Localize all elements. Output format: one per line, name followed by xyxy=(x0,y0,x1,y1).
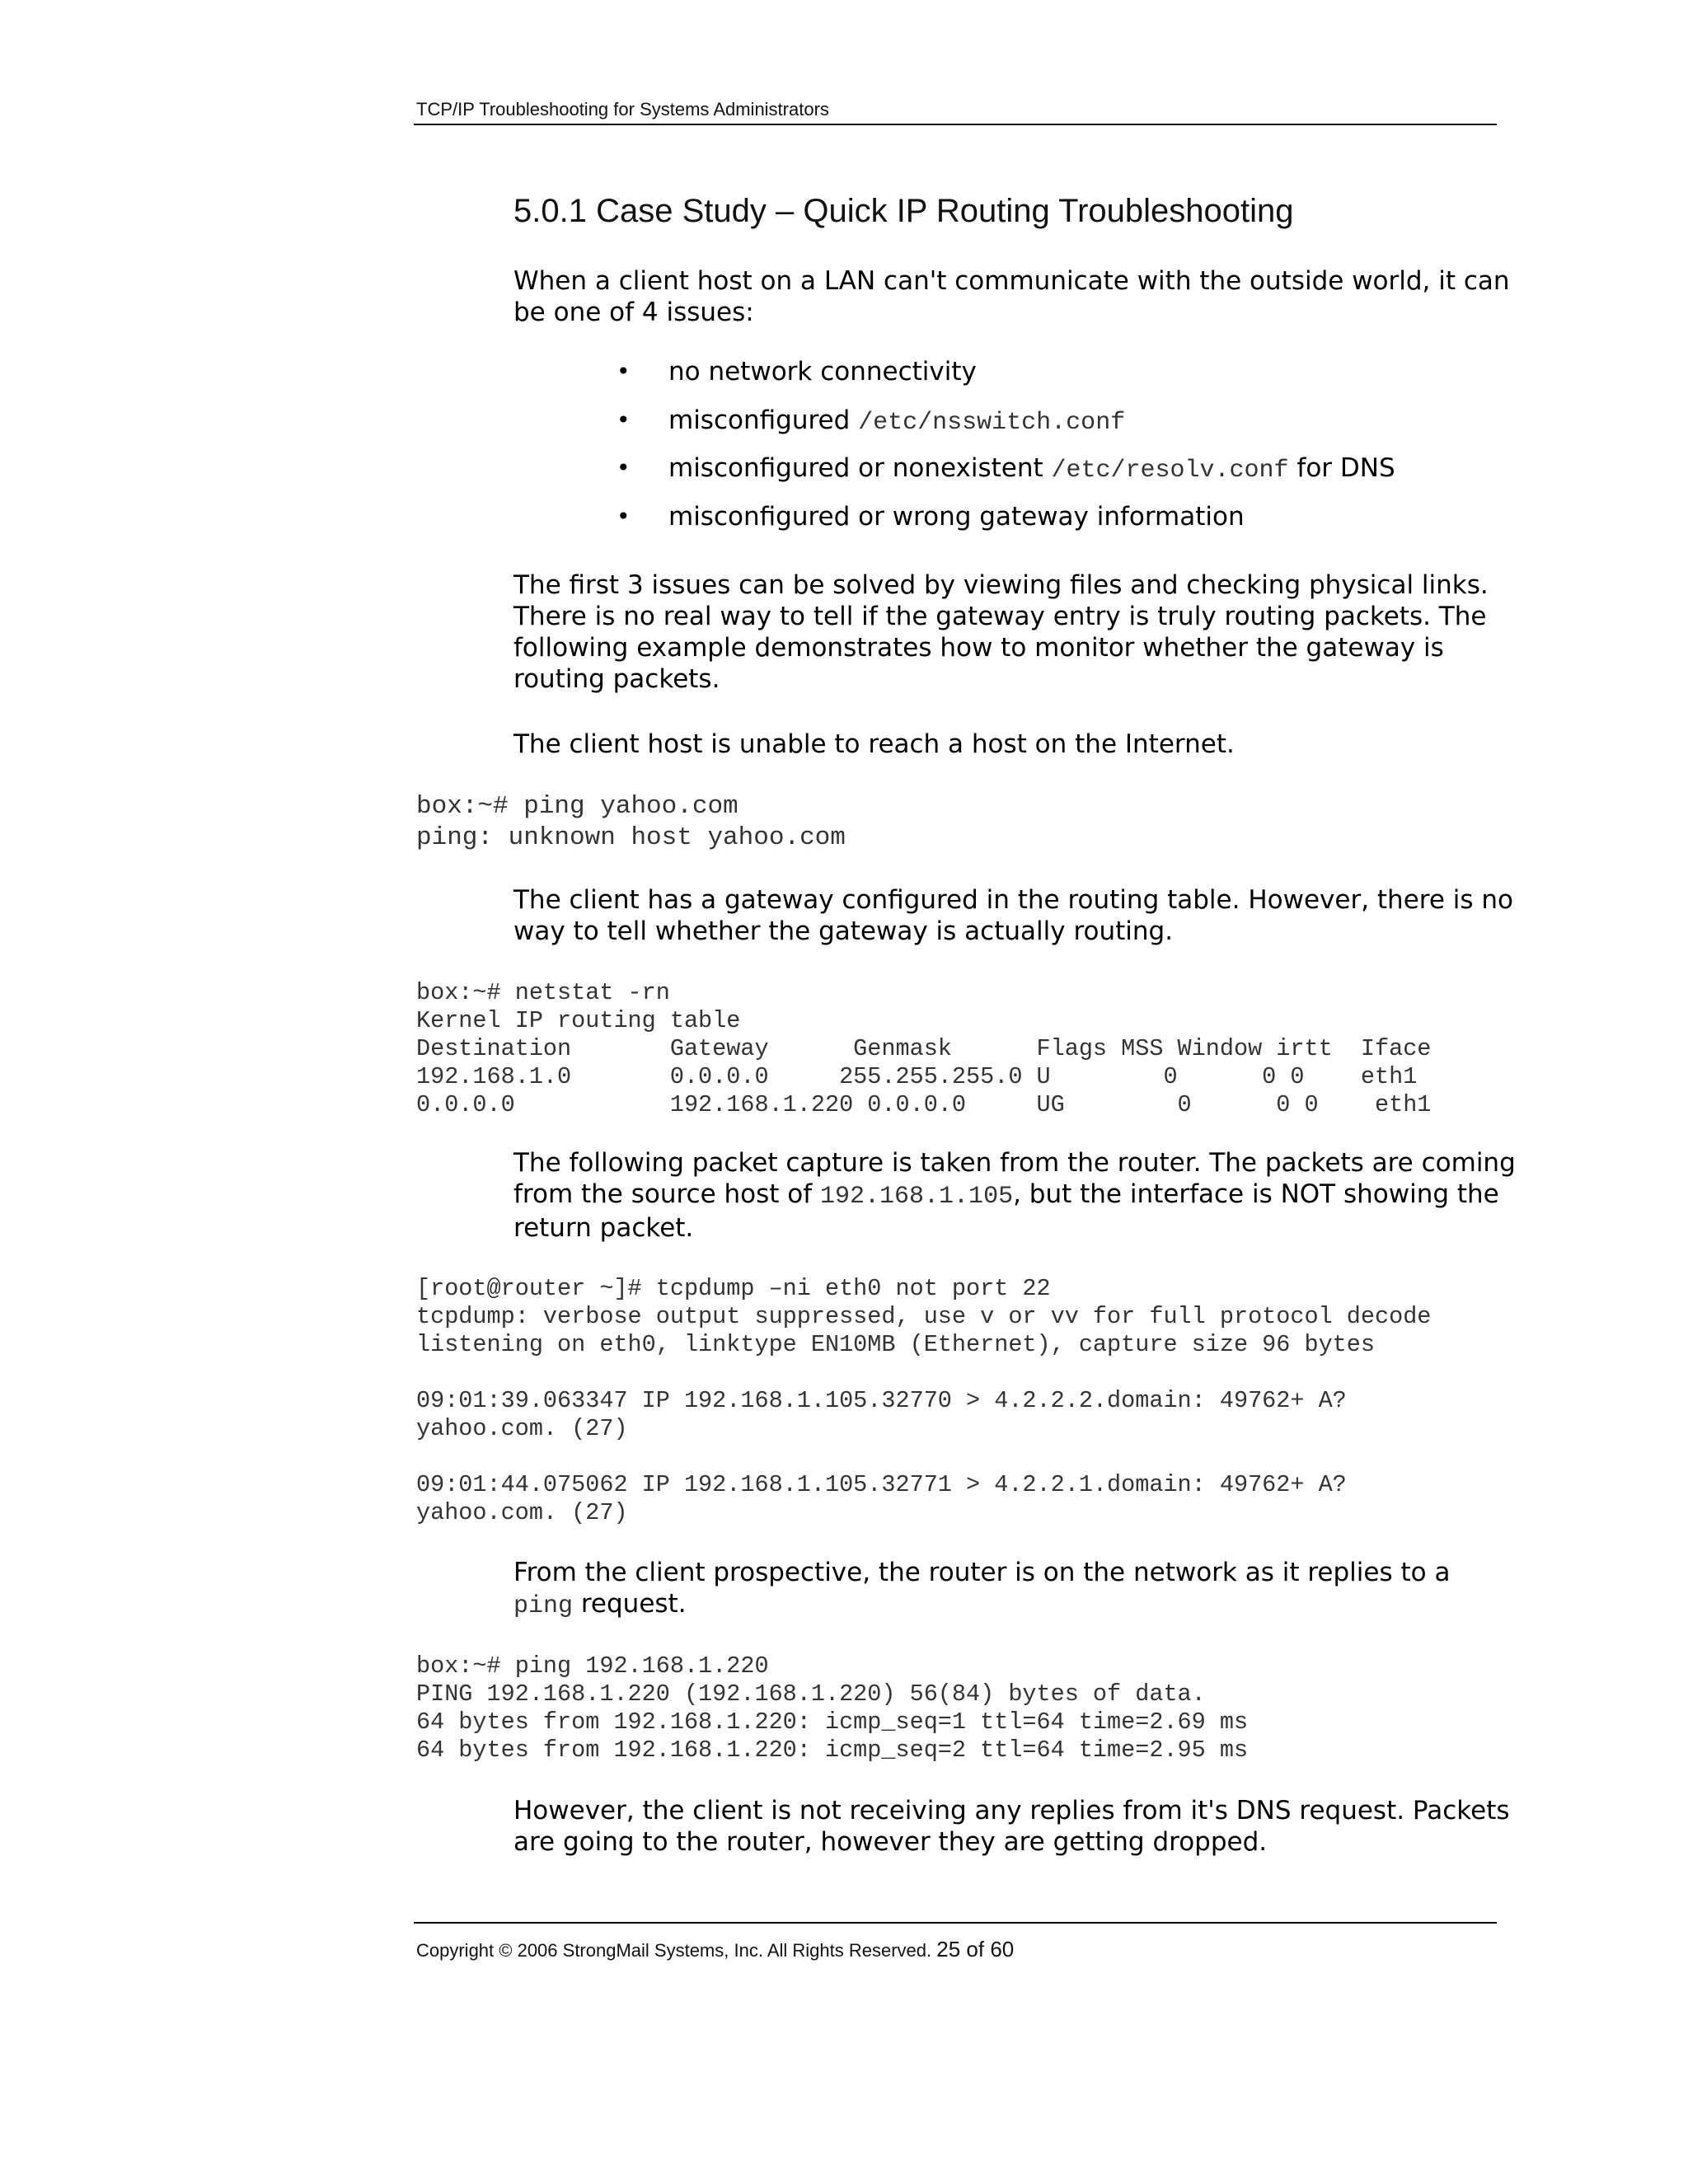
code-line: 0.0.0.0 192.168.1.220 0.0.0.0 UG 0 0 0 eth1 xyxy=(416,1091,1432,1118)
issue-text: no network connectivity xyxy=(668,357,977,387)
paragraph-line: However, the client is not receiving any replies from it's DNS request. Packets xyxy=(513,1796,1510,1825)
issue-suffix: for DNS xyxy=(1288,453,1395,483)
paragraph-line: are going to the router, however they are getting dropped. xyxy=(513,1827,1268,1857)
code-line: [root@router ~]# tcpdump –ni eth0 not port 22 xyxy=(416,1275,1051,1302)
section-title: 5.0.1 Case Study – Quick IP Routing Troubleshooting xyxy=(513,193,1294,229)
bullet-icon: • xyxy=(617,405,631,434)
code-line: yahoo.com. (27) xyxy=(416,1415,628,1442)
code-block-netstat xyxy=(416,979,1431,1119)
source-ip: 192.168.1.105 xyxy=(820,1183,1014,1211)
paragraph-line: From the client prospective, the router is on the network as it replies to a xyxy=(513,1558,1451,1587)
paragraph-line: routing packets. xyxy=(513,664,720,694)
bullet-icon: • xyxy=(617,502,631,530)
paragraph-line: When a client host on a LAN can't communicate with the outside world, it can xyxy=(513,266,1510,296)
paragraph-text: , but the interface is NOT showing the xyxy=(1013,1179,1499,1209)
code-line xyxy=(416,1443,1431,1471)
paragraph-line: The client has a gateway configured in the routing table. However, there is no xyxy=(513,885,1513,915)
unable-paragraph xyxy=(513,729,1503,760)
code-line: box:~# ping 192.168.1.220 xyxy=(416,1652,769,1680)
footer-rule xyxy=(414,1922,1497,1924)
paragraph-line: There is no real way to tell if the gateway entry is truly routing packets. The xyxy=(513,602,1487,631)
issue-file-path: /etc/resolv.conf xyxy=(1051,457,1289,485)
intro-paragraph xyxy=(513,265,1510,328)
issue-text: misconfigured or nonexistent xyxy=(668,453,1052,483)
issue-file-path: /etc/nsswitch.conf xyxy=(858,408,1126,437)
client-paragraph xyxy=(513,1557,1503,1622)
code-block-ping-yahoo xyxy=(416,791,846,854)
code-block-tcpdump xyxy=(416,1275,1431,1527)
issue-text: misconfigured xyxy=(668,405,859,435)
paragraph-line: return packet. xyxy=(513,1213,694,1243)
paragraph-line: be one of 4 issues: xyxy=(513,298,754,327)
gateway-paragraph xyxy=(513,884,1513,947)
running-header: TCP/IP Troubleshooting for Systems Administrators xyxy=(416,99,829,120)
page-number: 25 of 60 xyxy=(936,1937,1015,1961)
code-line: listening on eth0, linktype EN10MB (Ethernet), capture size 96 bytes xyxy=(416,1331,1375,1358)
code-line: 192.168.1.0 0.0.0.0 255.255.255.0 U 0 0 0 eth1 xyxy=(416,1063,1418,1090)
code-line: box:~# ping yahoo.com xyxy=(416,792,738,821)
first-issues-paragraph xyxy=(513,569,1503,695)
paragraph-line: The following packet capture is taken from the router. The packets are coming xyxy=(513,1148,1516,1178)
code-line: yahoo.com. (27) xyxy=(416,1499,628,1526)
code-line: box:~# netstat -rn xyxy=(416,979,670,1006)
however-paragraph xyxy=(513,1795,1510,1858)
code-line: Kernel IP routing table xyxy=(416,1007,741,1034)
page-footer xyxy=(416,1937,1014,1962)
code-line: 09:01:39.063347 IP 192.168.1.105.32770 > 4.2.2.2.domain: 49762+ A? xyxy=(416,1387,1347,1414)
ping-command: ping xyxy=(513,1592,574,1620)
code-line: ping: unknown host yahoo.com xyxy=(416,823,846,852)
code-line xyxy=(416,1359,1431,1387)
copyright-notice: Copyright © 2006 StrongMail Systems, Inc. All Rights Reserved. xyxy=(416,1940,932,1961)
code-line: 09:01:44.075062 IP 192.168.1.105.32771 > 4.2.2.1.domain: 49762+ A? xyxy=(416,1471,1347,1498)
code-line: PING 192.168.1.220 (192.168.1.220) 56(84) bytes of data. xyxy=(416,1680,1206,1708)
bullet-icon: • xyxy=(617,358,631,385)
code-line: Destination Gateway Genmask Flags MSS Window irtt Iface xyxy=(416,1035,1432,1062)
code-line: tcpdump: verbose output suppressed, use v or vv for full protocol decode xyxy=(416,1303,1432,1330)
code-block-ping-router xyxy=(416,1652,1248,1765)
paragraph-line: The first 3 issues can be solved by viewing files and checking physical links. xyxy=(513,570,1489,600)
paragraph-text: from the source host of xyxy=(513,1179,821,1209)
issue-text: misconfigured or wrong gateway information xyxy=(668,501,1245,532)
paragraph-line: way to tell whether the gateway is actually routing. xyxy=(513,916,1174,946)
bullet-icon: • xyxy=(617,454,631,481)
capture-paragraph xyxy=(513,1147,1516,1244)
header-rule xyxy=(414,124,1497,125)
paragraph-text: request. xyxy=(573,1589,687,1619)
paragraph-line: The client host is unable to reach a host on the Internet. xyxy=(513,729,1235,759)
paragraph-line: following example demonstrates how to monitor whether the gateway is xyxy=(513,633,1444,663)
code-line: 64 bytes from 192.168.1.220: icmp_seq=2 ttl=64 time=2.95 ms xyxy=(416,1736,1249,1764)
code-line: 64 bytes from 192.168.1.220: icmp_seq=1 ttl=64 time=2.69 ms xyxy=(416,1708,1249,1736)
